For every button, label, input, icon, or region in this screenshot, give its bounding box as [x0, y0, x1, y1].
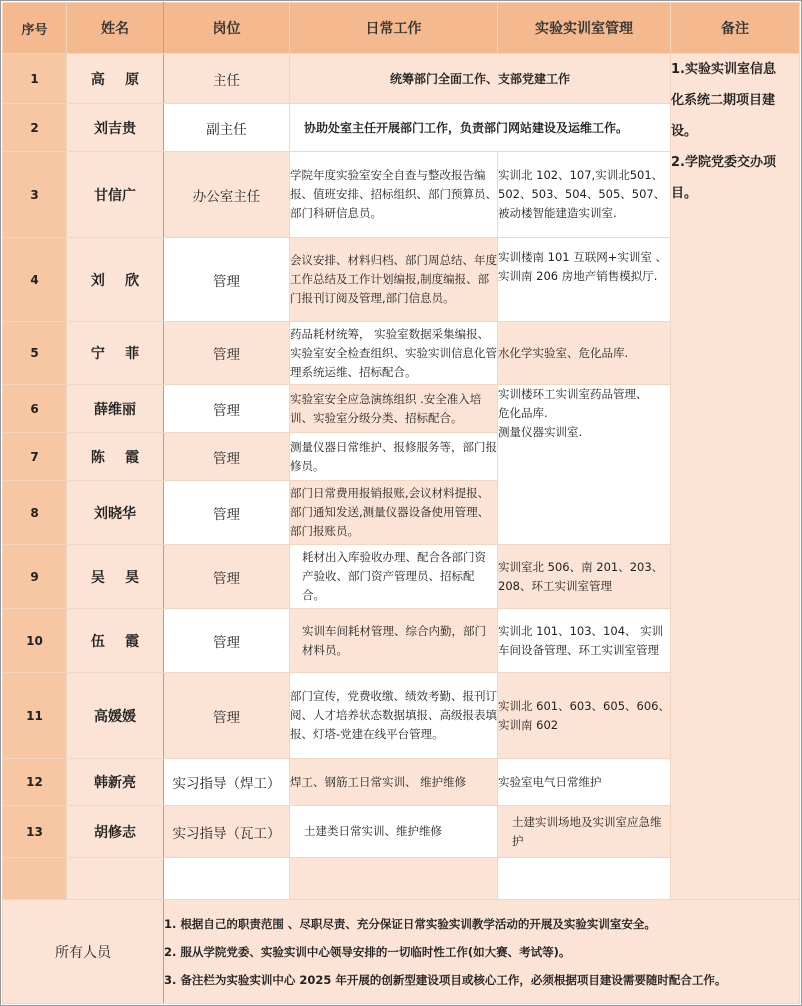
row-daily: 测量仪器日常维护、报修服务等，部门报修员。 [290, 433, 498, 481]
blank-cell [290, 858, 498, 900]
footer-rules [164, 900, 800, 1004]
blank-cell [67, 858, 164, 900]
row-seq: 7 [3, 433, 67, 481]
row-daily: 耗材出入库验收办理、配合各部门资产验收、部门资产管理员、招标配合。 [290, 545, 498, 609]
row-seq: 6 [3, 385, 67, 433]
row-name: 伍 霞 [67, 609, 164, 673]
header-seq: 序号 [3, 3, 67, 54]
footer-label: 所有人员 [3, 900, 164, 1004]
header-lab: 实验实训室管理 [498, 3, 671, 54]
row-daily: 会议安排、材料归档、部门周总结、年度工作总结及工作计划编报,制度编报、部门报刊订阅及管理,部门信息员。 [290, 238, 498, 322]
row-seq: 10 [3, 609, 67, 673]
row-name: 韩新亮 [67, 759, 164, 806]
row-daily: 焊工、钢筋工日常实训、 维护维修 [290, 759, 498, 806]
header-name: 姓名 [67, 3, 164, 54]
row-post: 管理 [164, 385, 290, 433]
row-daily: 学院年度实验室安全自查与整改报告编报、值班安排、招标组织、部门预算员、部门科研信息员。 [290, 152, 498, 238]
row-seq: 8 [3, 481, 67, 545]
row-name: 刘吉贵 [67, 104, 164, 152]
row-name: 刘晓华 [67, 481, 164, 545]
row-seq: 11 [3, 673, 67, 759]
row-lab: 实训楼南 101 互联网+实训室 、实训南 206 房地产销售模拟厅. [498, 238, 671, 322]
header-row [3, 3, 800, 54]
row-seq: 4 [3, 238, 67, 322]
row-lab: 水化学实验室、危化品库. [498, 322, 671, 385]
note-line: 设。 [671, 124, 698, 139]
row-lab: 实验室电气日常维护 [498, 759, 671, 806]
row-seq: 9 [3, 545, 67, 609]
row-name: 陈 霞 [67, 433, 164, 481]
row-daily: 实验室安全应急演练组织 .安全准入培训、实验室分级分类、招标配合。 [290, 385, 498, 433]
row-seq: 12 [3, 759, 67, 806]
row-seq: 1 [3, 54, 67, 104]
row-lab: 实训室北 506、南 201、203、208、环工实训室管理 [498, 545, 671, 609]
row-name: 宁 菲 [67, 322, 164, 385]
note-line: 2.学院党委交办项 [671, 155, 776, 170]
row-daily: 实训车间耗材管理、综合内勤，部门材料员。 [290, 609, 498, 673]
row-seq: 2 [3, 104, 67, 152]
row-lab-shared [498, 385, 671, 545]
row-merged-work: 统筹部门全面工作、支部党建工作 [290, 54, 671, 104]
blank-cell [3, 858, 67, 900]
row-name: 薛维丽 [67, 385, 164, 433]
row-name: 高媛媛 [67, 673, 164, 759]
row-daily: 药品耗材统筹， 实验室数据采集编报、实验室安全检查组织、实验实训信息化管理系统运维、招标配合。 [290, 322, 498, 385]
row-name: 甘信广 [67, 152, 164, 238]
row-post: 主任 [164, 54, 290, 104]
row-post: 管理 [164, 238, 290, 322]
header-post: 岗位 [164, 3, 290, 54]
header-note: 备注 [671, 3, 800, 54]
row-post: 管理 [164, 609, 290, 673]
blank-cell [164, 858, 290, 900]
row-daily: 部门日常费用报销报账,会议材料提报、部门通知发送,测量仪器设备使用管理、部门报账员。 [290, 481, 498, 545]
blank-cell [498, 858, 671, 900]
row-lab: 实训北 101、103、104、 实训车间设备管理、环工实训室管理 [498, 609, 671, 673]
row-name: 刘 欣 [67, 238, 164, 322]
row-daily: 土建类日常实训、维护维修 [290, 806, 498, 858]
header-daily: 日常工作 [290, 3, 498, 54]
row-seq: 13 [3, 806, 67, 858]
row-post: 实习指导（瓦工） [164, 806, 290, 858]
lab-line: 测量仪器实训室. [498, 425, 583, 439]
note-line: 目。 [671, 186, 698, 201]
footer-rule: 3. 备注栏为实验实训中心 2025 年开展的创新型建设项目或核心工作，必须根据项目建设需要随时配合工作。 [164, 972, 727, 987]
notes-cell [671, 54, 800, 900]
row-post: 管理 [164, 545, 290, 609]
row-seq: 5 [3, 322, 67, 385]
row-lab: 实训北 102、107,实训北501、502、503、504、505、507、被动楼智能建造实训室. [498, 152, 671, 238]
row-lab: 实训北 601、603、605、606、实训南 602 [498, 673, 671, 759]
row-name: 吴 昊 [67, 545, 164, 609]
note-line: 1.实验实训室信息 [671, 62, 776, 77]
row-name: 胡修志 [67, 806, 164, 858]
lab-line: 实训楼环工实训室药品管理、 [498, 387, 648, 401]
table-row [3, 54, 800, 104]
staff-duty-table [2, 2, 800, 1004]
row-post: 管理 [164, 481, 290, 545]
note-line: 化系统二期项目建 [671, 93, 776, 108]
lab-line: 危化品库. [498, 406, 548, 420]
row-name: 高 原 [67, 54, 164, 104]
row-seq: 3 [3, 152, 67, 238]
row-post: 管理 [164, 433, 290, 481]
row-post: 副主任 [164, 104, 290, 152]
row-lab: 土建实训场地及实训室应急维护 [498, 806, 671, 858]
footer-row [3, 900, 800, 1004]
row-merged-work: 协助处室主任开展部门工作，负责部门网站建设及运维工作。 [290, 104, 671, 152]
row-post: 办公室主任 [164, 152, 290, 238]
footer-rule: 2. 服从学院党委、实验实训中心领导安排的一切临时性工作(如大赛、考试等)。 [164, 944, 571, 959]
footer-rule: 1. 根据自己的职责范围 、尽职尽责、充分保证日常实验实训教学活动的开展及实验实训室安全。 [164, 916, 656, 931]
row-post: 实习指导（焊工） [164, 759, 290, 806]
row-post: 管理 [164, 673, 290, 759]
row-daily: 部门宣传，党费收缴、绩效考勤、报刊订阅、人才培养状态数据填报、高级报表填报、灯塔-党建在线平台管理。 [290, 673, 498, 759]
row-post: 管理 [164, 322, 290, 385]
